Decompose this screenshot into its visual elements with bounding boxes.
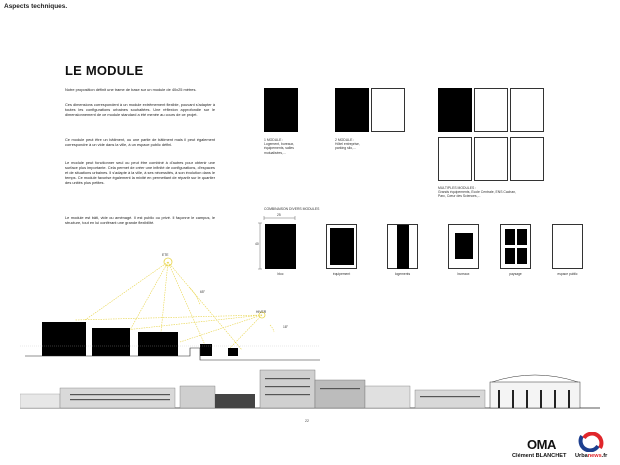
combo-paysage-fill	[505, 248, 515, 264]
combo-label: bureaux	[457, 272, 470, 276]
page-title: LE MODULE	[65, 63, 144, 78]
paragraph: Le module est bâti, vide ou aménagé. Il est public ou privé. Il façonne le campus, le structure, tout en lui conférant une grande flexibilité.	[65, 215, 215, 226]
combo-bureaux-fill	[455, 233, 473, 259]
combo-label: bloc	[277, 272, 284, 276]
sun-label-summer: ETE	[162, 253, 169, 257]
urbanews-logo-icon	[578, 432, 604, 452]
module-multi-4	[438, 137, 472, 181]
combo-label: logements	[394, 272, 411, 276]
paragraph: Ces dimensions correspondent à un module extrêmement flexible, pouvant s'adapter à toutes les configurations urbaines souhaitées. Une réflexion approfondie sur le dimensionnement de ce module standard a été menée au cours de ce projet.	[65, 102, 215, 118]
combo-paysage-fill	[517, 248, 527, 264]
module-caption-2: 2 MODULE : Hôtel entreprise, parking silo,...	[335, 138, 360, 151]
paragraph: Ce module peut être un bâtiment, ou une partie de bâtiment mais il peut également correspondre à un vide dans la ville, à un espace public défini.	[65, 137, 215, 148]
module-multi-6	[510, 137, 544, 181]
module-multi-5	[474, 137, 508, 181]
combo-logements	[387, 224, 418, 269]
sun-section-diagram	[0, 250, 320, 365]
sun-angle-summer: 65°	[200, 290, 205, 294]
combo-label: espace public	[557, 272, 578, 276]
module-multi-1	[438, 88, 472, 132]
combo-bureaux	[448, 224, 479, 269]
combo-label: paysage	[509, 272, 522, 276]
dim-height-label: 40	[255, 242, 259, 246]
module-double-empty	[371, 88, 405, 132]
dim-width-label: 25	[277, 213, 281, 217]
module-double-built	[335, 88, 369, 132]
combo-logements-fill	[397, 225, 409, 269]
page-number: 22	[305, 419, 309, 423]
combo-equipement	[326, 224, 357, 269]
author-name: Clément BLANCHET	[512, 453, 567, 459]
combo-paysage-fill	[517, 229, 527, 245]
module-multi-2	[474, 88, 508, 132]
oma-logo: OMA	[527, 437, 556, 452]
urbanews-wordmark: Urbanews.fr	[575, 453, 608, 459]
combo-espace-public	[552, 224, 583, 269]
sun-label-winter: HIVER	[256, 310, 267, 314]
combo-label: équipement	[332, 272, 351, 276]
paragraph: Notre proposition définit une trame de base sur un module de 40x25 mètres.	[65, 87, 197, 92]
paragraph: Le module peut fonctionner seul ou peut être combiné à d'autres pour obtenir une surface plus importante. Cela permet de créer une infinité de configurations, d'espaces et de situations urbaines. Il s'adapte à la ville, à ses nécessités, à son évolution dans le temps. Ce module favorise également la mixité en permettant de répartir sur le quartier des unités plus petites.	[65, 160, 215, 186]
combo-equipement-fill	[330, 228, 354, 265]
module-multi-3	[510, 88, 544, 132]
module-single	[264, 88, 298, 132]
section-header: Aspects techniques.	[4, 3, 68, 10]
combo-paysage	[500, 224, 531, 269]
module-caption-multi: MULTIPLES MODULES : Grands équipements, Ecole Centrale, ENS Cachan, Parc, Cœur des Sciences,...	[438, 186, 517, 199]
module-caption-1: 1 MODULE : Logement, bureaux, équipements, salles mutualisées,...	[264, 138, 295, 155]
combinations-title: COMBINAISON DIVERS MODULES	[264, 207, 320, 211]
site-elevation	[20, 360, 600, 415]
combo-paysage-fill	[505, 229, 515, 245]
sun-angle-winter: 18°	[283, 325, 288, 329]
